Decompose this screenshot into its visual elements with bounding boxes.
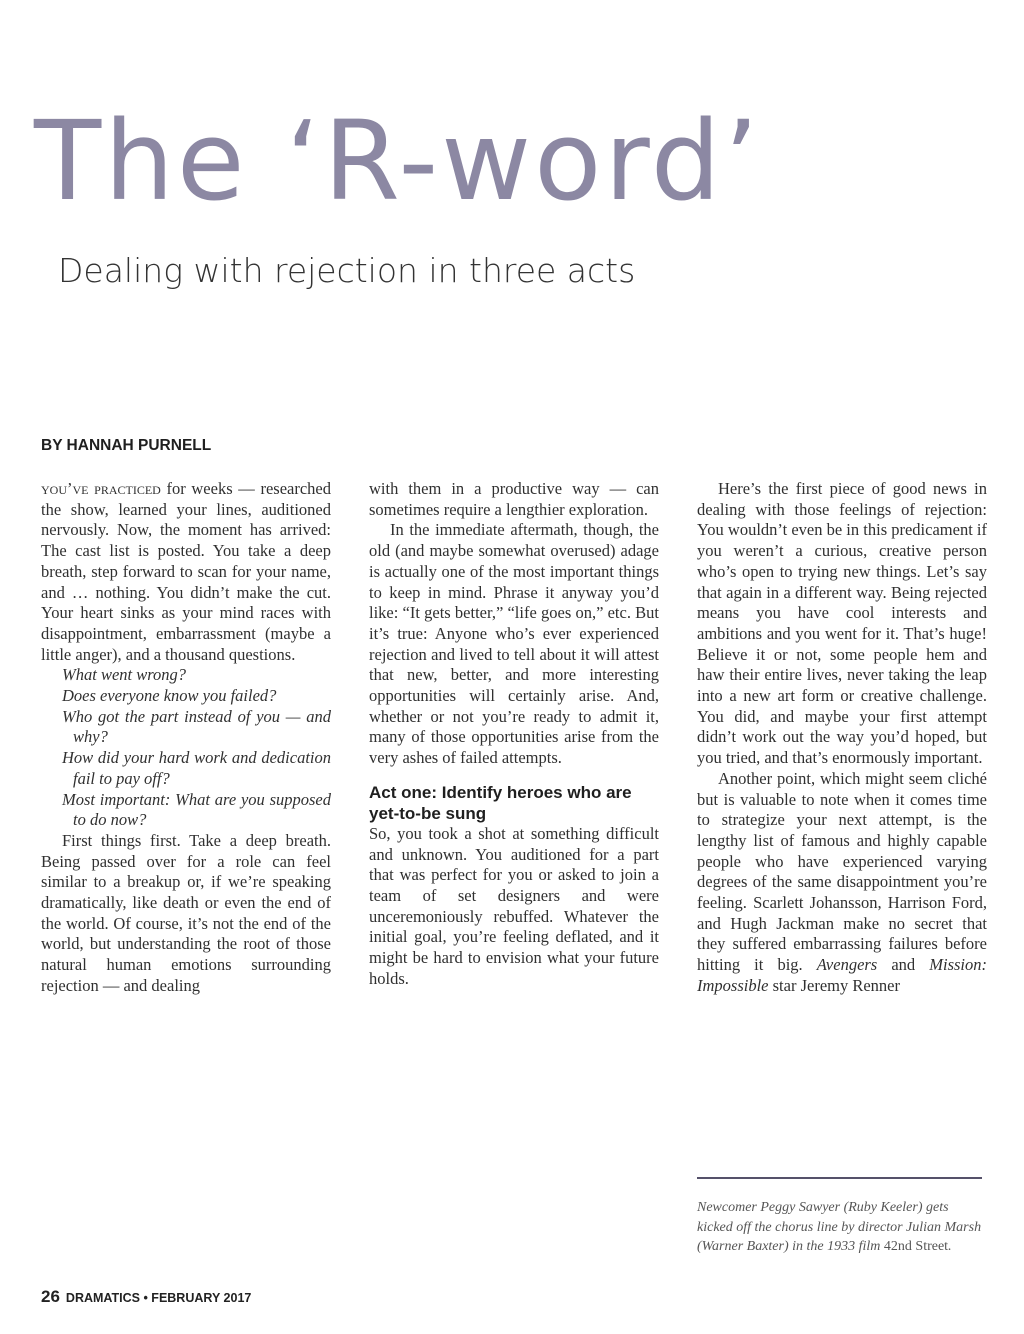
photo-caption: [697, 1198, 987, 1257]
question: How did your hard work and dedication fail to pay off?: [62, 748, 331, 788]
paragraph: In the immediate aftermath, though, the old (and maybe somewhat overused) adage is actually one of the most important things to keep in mind. Phrase it anyway you’d like: “It gets better,” “life goes on,” etc. But it’s true: Anyone who’s ever experienced rejection and lived to tell about it will attest that new, better, and more interesting opportunities will certainly arise. And, whether or not you’re ready to admit it, many of those opportunities arise from the very ashes of failed attempts.: [369, 520, 659, 768]
caption-text: Newcomer Peggy Sawyer (Ruby Keeler) gets kicked off the chorus line by director Julian Marsh (Warner Baxter) in the 1933 film: [697, 1200, 982, 1254]
caption-film-title: 42nd Street: [883, 1239, 949, 1254]
paragraph-text: star Jeremy Renner: [768, 975, 900, 995]
film-title: Mission: Impossible: [697, 955, 987, 995]
paragraph: Here’s the first piece of good news in dealing with those feelings of rejection: You wouldn’t even be in this predicament if you weren’t a curious, creative person who’s open to trying new things. Let’s say that again in a different way. Being rejected means you have cool interests and ambitions and you went for it. That’s huge! Believe it or not, some people hem and haw their entire lives, never taking the leap into a new art form or creative challenge. You did, and maybe your first attempt didn’t work out the way you’d hoped, but you tried, and that’s enormously important.: [697, 479, 987, 768]
article-subtitle: Dealing with rejection in three acts: [58, 251, 636, 290]
article-title: The ‘R-word’: [34, 97, 762, 225]
film-title: Avengers: [816, 955, 878, 975]
byline: BY HANNAH PURNELL: [41, 437, 212, 454]
paragraph: So, you took a shot at something difficult and unknown. You auditioned for a part that was perfect for you or asked to join a team of set designers and were unceremoniously rebuffed. Whatever the initial goal, you’re feeling deflated, and it might be hard to envision what your future holds.: [369, 823, 659, 988]
paragraph-text: for weeks — researched the show, learned your lines, auditioned nervously. Now, the moment has arrived: The cast list is posted. You take a deep breath, step forward to scan for your name, and … nothing. You didn’t make the cut. Your heart sinks as your mind races with disappointment, embarrassment (maybe a little anger), and a thousand questions.: [41, 479, 331, 664]
paragraph: First things first. Take a deep breath. Being passed over for a role can feel similar to a breakup or, if we’re speaking dramatically, like death or even the end of the world. Of course, it’s not the end of the world, but understanding the root of those natural human emotions surrounding rejection — and dealing: [41, 830, 331, 995]
publication-info: DRAMATICS • FEBRUARY 2017: [65, 1291, 252, 1305]
caption-divider: [697, 1177, 982, 1179]
paragraph: [697, 769, 987, 997]
paragraph-text: and: [877, 955, 930, 975]
section-heading: Act one: Identify heroes who are yet-to-be sung: [369, 782, 632, 823]
lead-in: you’ve practiced: [41, 479, 161, 498]
column-3: [697, 479, 987, 997]
question: Who got the part instead of you — and why?: [62, 706, 331, 747]
paragraph: with them in a productive way — can sometimes require a lengthier exploration.: [369, 479, 659, 519]
column-1: [41, 479, 331, 997]
paragraph: [41, 479, 331, 665]
caption-end: .: [948, 1239, 952, 1254]
page-footer: [41, 1286, 251, 1309]
paragraph-text: Another point, which might seem cliché but is valuable to note when it comes time to strategize your next attempt, is the lengthy list of famous and highly capable people who have experienced varying degrees of the same disappointment you’re feeling. Scarlett Johansson, Harrison Ford, and Hugh Jackman make no secret that they suffered embarrassing failures before hitting it big.: [697, 768, 987, 975]
question: What went wrong?: [62, 665, 187, 685]
column-2: [369, 479, 659, 989]
question: Does everyone know you failed?: [62, 686, 277, 706]
page-number: 26: [41, 1287, 60, 1306]
question: Most important: What are you supposed to do now?: [62, 789, 331, 830]
